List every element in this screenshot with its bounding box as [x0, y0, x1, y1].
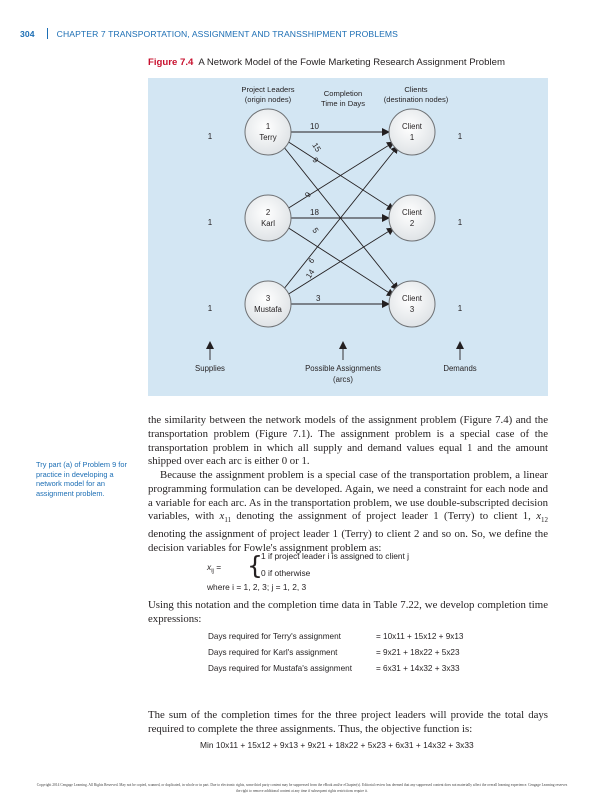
page-number: 304	[20, 29, 35, 39]
paragraph-notation	[148, 599, 548, 627]
network-figure	[148, 78, 548, 396]
arc-3-2	[287, 228, 394, 295]
def-case-0: 0 if otherwise	[261, 568, 311, 578]
arc-label-1-1: 10	[310, 122, 319, 131]
origin-3-name: Mustafa	[254, 305, 282, 314]
heading-time-1: Completion	[323, 89, 363, 98]
paragraph-2-text	[148, 469, 548, 556]
figure-title: A Network Model of the Fowle Marketing Research Assignment Problem	[198, 57, 505, 68]
figure-caption	[148, 57, 505, 68]
paragraph-3-text: Using this notation and the completion time data in Table 7.22, we develop completion time expressions:	[148, 599, 548, 625]
supplies-label: Supplies	[195, 364, 225, 373]
destination-1-label: Client	[402, 122, 422, 131]
supply-2: 1	[207, 218, 213, 227]
paragraph-4-text: The sum of the completion times for the three project leaders will provide the total days required to complete the three assignments. Thus, the objective function is:	[148, 709, 548, 735]
demand-3: 1	[457, 304, 463, 313]
destination-node-2	[389, 195, 435, 241]
p2-part2: denoting the assignment of project leader 1 (Terry) to client 1,	[231, 510, 537, 523]
origin-node-3	[245, 281, 291, 327]
arc-label-1-2: 15	[310, 141, 323, 154]
running-header	[20, 28, 398, 39]
origin-3-num: 3	[265, 294, 271, 303]
origin-1-name: Terry	[259, 133, 277, 142]
arc-label-1-3: 9	[310, 155, 321, 165]
network-diagram	[148, 78, 548, 396]
equation-label-terry: Days required for Terry's assignment	[208, 632, 341, 641]
equation-value-terry: = 10x11 + 15x12 + 9x13	[376, 632, 464, 641]
origin-2-num: 2	[265, 208, 271, 217]
p2-part3: denoting the assignment of project leader 1 (Terry) to client 2 and so on. So, we define the decision variables for Fowle's assignment problem as:	[148, 528, 548, 555]
supply-1: 1	[207, 132, 213, 141]
equation-label-karl: Days required for Karl's assignment	[208, 648, 338, 657]
def-eq: =	[216, 562, 222, 572]
def-var: x	[207, 562, 212, 572]
paragraph-similarity	[148, 414, 548, 469]
def-where: where i = 1, 2, 3; j = 1, 2, 3	[207, 582, 307, 592]
origin-node-1	[245, 109, 291, 155]
demand-1: 1	[457, 132, 463, 141]
xij-lhs	[207, 562, 221, 575]
paragraph-1-text: the similarity between the network models of the assignment problem (Figure 7.4) and the transportation problem (Figure 7.1). The assignment problem is a special case of the transportation problem in which all supply and demand values equal 1 and the amount shipped over each arc is either 0 or 1.	[148, 414, 548, 468]
assignments-label-2: (arcs)	[333, 375, 353, 384]
p2-var2-sub: 12	[541, 516, 549, 525]
paragraph-objective-intro	[148, 709, 548, 737]
copyright-notice: Copyright 2014 Cengage Learning. All Rights Reserved. May not be copied, scanned, or duplicated, in whole or in part. Due to electronic rights, some third party content may be suppressed from the eBook and/or eChapter(s). Editorial review has deemed that any suppressed content does not materially affect the overall learning experience. Cengage Learning reserves the right to remove additional content at any time if subsequent rights restrictions require it.	[36, 783, 568, 793]
equation-value-mustafa: = 6x31 + 14x32 + 3x33	[376, 664, 460, 673]
arc-label-2-3: 5	[310, 226, 321, 235]
header-divider	[47, 28, 48, 39]
heading-leaders-1: Project Leaders	[241, 85, 295, 94]
heading-clients-2: (destination nodes)	[383, 95, 449, 104]
destination-2-label: Client	[402, 208, 422, 217]
arcs	[283, 132, 398, 304]
origin-1-num: 1	[265, 122, 271, 131]
destination-2-num: 2	[409, 219, 415, 228]
heading-leaders-2: (origin nodes)	[244, 95, 292, 104]
arc-labels	[303, 122, 323, 303]
arc-label-3-3: 3	[316, 294, 321, 303]
brace: {	[247, 551, 263, 580]
figure-number: Figure 7.4	[148, 57, 194, 68]
destination-1-num: 1	[409, 133, 415, 142]
margin-note: Try part (a) of Problem 9 for practice in developing a network model for an assignment problem.	[36, 460, 127, 498]
equation-value-karl: = 9x21 + 18x22 + 5x23	[376, 648, 460, 657]
arc-label-2-2: 18	[310, 208, 319, 217]
heading-clients-1: Clients	[404, 85, 428, 94]
arc-2-1	[287, 142, 394, 209]
def-case-1: 1 if project leader i is assigned to client j	[261, 551, 410, 561]
destination-node-3	[389, 281, 435, 327]
destination-3-label: Client	[402, 294, 422, 303]
destination-node-1	[389, 109, 435, 155]
arc-label-3-2: 14	[304, 267, 317, 281]
p2-var1: x	[219, 510, 225, 523]
arc-label-3-1: 6	[306, 256, 317, 266]
supply-3: 1	[207, 304, 213, 313]
heading-time-2: Time in Days	[320, 99, 366, 108]
objective-function: Min 10x11 + 15x12 + 9x13 + 9x21 + 18x22 + 5x23 + 6x31 + 14x32 + 3x33	[200, 740, 474, 750]
origin-node-2	[245, 195, 291, 241]
paragraph-formulation	[148, 469, 548, 556]
origin-2-name: Karl	[261, 219, 275, 228]
destination-3-num: 3	[409, 305, 415, 314]
p2-var2: x	[536, 510, 542, 523]
chapter-title: CHAPTER 7 TRANSPORTATION, ASSIGNMENT AND TRANSSHIPMENT PROBLEMS	[56, 29, 399, 39]
demand-2: 1	[457, 218, 463, 227]
assignments-label-1: Possible Assignments	[305, 364, 381, 373]
demands-label: Demands	[443, 364, 477, 373]
p2-var1-sub: 11	[224, 516, 232, 525]
def-var-sub: ij	[211, 568, 214, 575]
arc-label-2-1: 9	[303, 190, 314, 200]
p2-part1: Because the assignment problem is a special case of the transportation problem, a linear programming formulation can be developed. Again, we need a constraint for each node and a variable for each arc. As in the transportation problem, we use double-subscripted decision variables, with	[148, 469, 548, 523]
equation-label-mustafa: Days required for Mustafa's assignment	[208, 664, 352, 673]
pointer-arrows	[210, 342, 460, 360]
